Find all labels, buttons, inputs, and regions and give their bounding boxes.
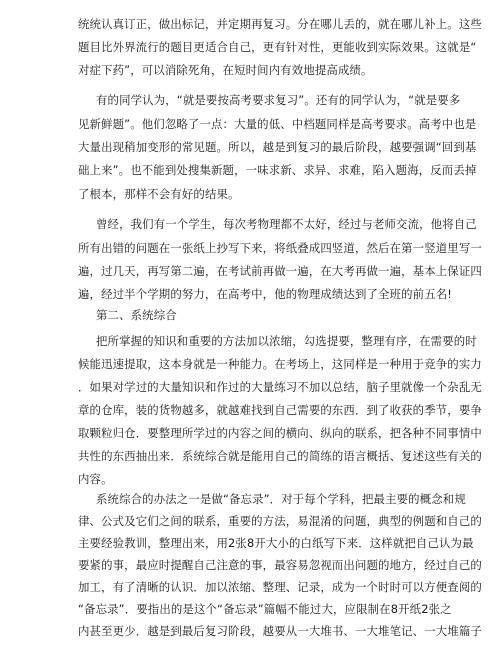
text-line: 对症下药”，可以消除死角，在短时间内有效地提高成绩。	[78, 63, 373, 77]
section-heading: 第二、系统综合	[96, 308, 177, 322]
text-line: 加工，有了清晰的认识．加以浓缩、整理、记录，成为一个时时可以方便查阅的	[78, 580, 482, 594]
text-line: 共性的东西抽出来．系统综合就是能用自己的简练的语言概括、复述这些有关的	[78, 449, 482, 463]
text-line: 候能迅速提取，这本身就是一种能力。在考场上，这同样是一种用于竞争的实力	[78, 357, 482, 371]
text-line: 取颗粒归仓．要整理所学过的内容之间的横向、纵向的联系，把各种不同事情中	[78, 426, 482, 440]
text-line: 章的仓库，装的货物越多，就越难找到自己需要的东西．到了收获的季节，要争	[78, 403, 482, 417]
text-line: “备忘录”．要指出的是这个“备忘录”篇幅不能过大，应限制在8开纸2张之	[78, 602, 452, 616]
text-line: 础上来”。也不能到处搜集新题，一味求新、求异、求难，陷入题海，反而丢掉	[78, 163, 477, 177]
text-line: 内容。	[78, 472, 113, 486]
text-line: 遍，过几天，再写第二遍，在考试前再做一遍，在大考再做一遍，基本上保证四	[78, 264, 482, 278]
text-line: 律、公式及它们之间的联系，重要的方法，易混淆的问题，典型的例题和自己的	[78, 514, 482, 528]
text-line: 遍，经过半个学期的努力，在高考中，他的物理成绩达到了全班的前五名!	[78, 287, 453, 301]
text-line: 有的同学认为，“就是要按高考要求复习”。还有的同学认为，“就是要多	[96, 93, 461, 107]
text-line: 主要经验教训，整理出来，用2张8开大小的白纸写下来．这样就把自己认为最	[78, 536, 474, 550]
text-line: ．如果对学过的大量知识和作过的大量练习不加以总结，脑子里就像一个杂乱无	[78, 380, 482, 394]
text-line: 内甚至更少．越是到最后复习阶段，越要从一大堆书、一大堆笔记、一大堆篇子	[78, 624, 482, 638]
text-line: 所有出错的问题在一张纸上抄写下来，将纸叠成四竖道，然后在第一竖道里写一	[78, 241, 482, 255]
text-line: 把所掌握的知识和重要的方法加以浓缩，勾选提要，整理有序，在需要的时	[96, 334, 477, 348]
text-line: 统统认真订正，做出标记，并定期再复习。分在哪儿丢的，就在哪儿补上。这些	[78, 17, 482, 31]
text-line: 大量出现稍加变形的常见题。所以，越是到复习的最后阶段，越要强调“回到基	[78, 140, 477, 154]
text-line: 系统综合的办法之一是做“备忘录”．对于每个学科，把最主要的概念和规	[96, 492, 466, 506]
text-line: 了根本，那样不会有好的结果。	[78, 187, 240, 201]
text-line: 题目比外界流行的题目更适合自己，更有针对性，更能收到实际效果。这就是“	[78, 40, 477, 54]
text-line: 见新鲜题”。他们忽略了一点：大量的低、中档题同样是高考要求。高考中也是	[78, 117, 477, 131]
text-line: 要紧的事，最应时提醒自己注意的事，最容易忽视而出问题的地方，经过自己的	[78, 558, 482, 572]
text-line: 曾经，我们有一个学生，每次考物理都不太好，经过与老师交流，他将自己	[96, 217, 477, 231]
